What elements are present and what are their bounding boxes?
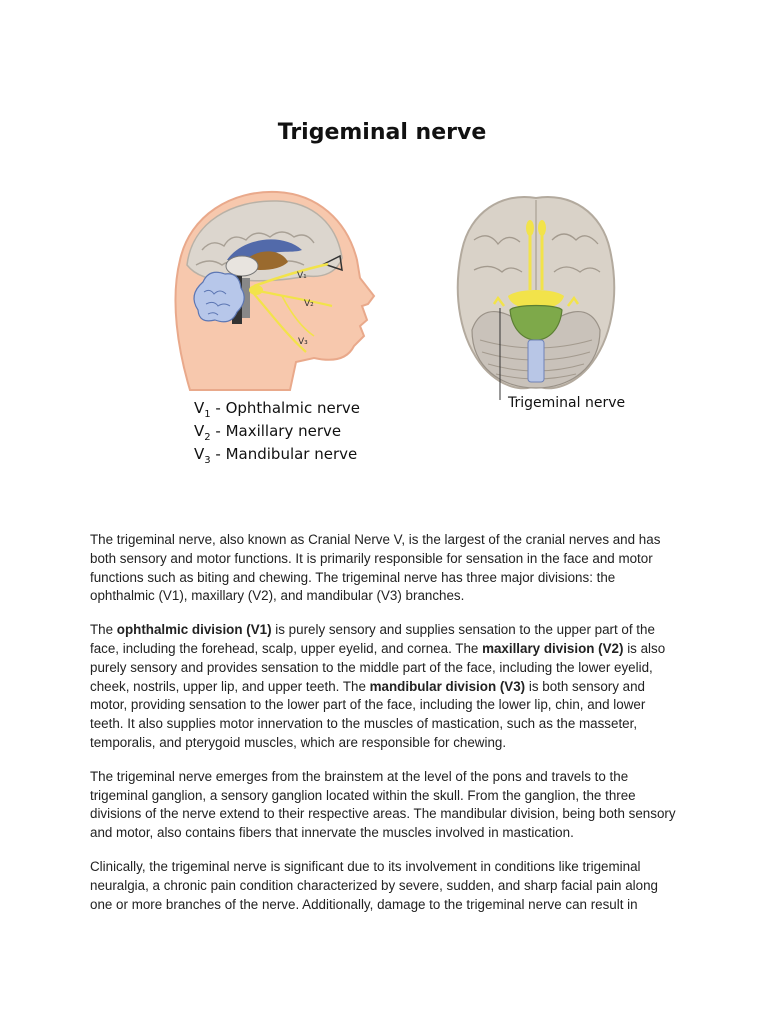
anatomy-illustration	[92, 100, 680, 498]
paragraph-clinical: Clinically, the trigeminal nerve is significant due to its involvement in conditions like trigeminal neuralgia, a chronic pain condition characterized by severe, sudden, and sharp facial pain along one or more branches of the nerve. Additionally, damage to the trigeminal nerve can result in	[90, 858, 658, 912]
v3-branch-label: V₃	[298, 337, 308, 347]
v2-branch-label: V₂	[304, 299, 314, 309]
term-mandibular: mandibular division (V3)	[369, 678, 526, 694]
inferior-brain-illustration	[458, 197, 614, 400]
sagittal-head-illustration	[175, 192, 374, 390]
legend-item-v2: $V_2$ - Maxillary nerve	[194, 422, 342, 443]
term-maxillary: maxillary division (V2)	[482, 640, 624, 656]
trigeminal-callout-label: Trigeminal nerve	[508, 395, 626, 411]
trigeminal-nerve-figure	[92, 100, 680, 498]
figure-title: Trigeminal nerve	[277, 120, 487, 145]
paragraph-intro: The trigeminal nerve, also known as Cranial Nerve V, is the largest of the cranial nerves and has both sensory and motor functions. It is primarily responsible for sensation in the face and motor functions such as biting and chewing. The trigeminal nerve has three major divisions: the ophthalmic (V1), maxillary (V2), and mandibular (V3) branches.	[90, 532, 661, 604]
paragraph-divisions: The ophthalmic division (V1) is purely sensory and supplies sensation to the upper part of the face, including the forehead, scalp, upper eyelid, and cornea. The maxillary division (V2) is also purely sensory and provides sensation to the middle part of the face, including the lower eyelid, cheek, nostrils, upper lip, and upper teeth. The mandibular division (V3) is both sensory and motor, providing sensation to the lower part of the face, including the lower lip, chin, and lower teeth. It also supplies motor innervation to the muscles of mastication, such as the masseter, temporalis, and pterygoid muscles, which are responsible for chewing.	[90, 622, 666, 750]
legend-item-v3: $V_3$ - Mandibular nerve	[194, 445, 358, 466]
division-legend	[194, 400, 360, 469]
v1-branch-label: V₁	[297, 271, 307, 281]
paragraph-course: The trigeminal nerve emerges from the brainstem at the level of the pons and travels to the trigeminal ganglion, a sensory ganglion located within the skull. From the ganglion, the three divisions of the nerve extend to their respective areas. The mandibular division, being both sensory and motor, also contains fibers that innervate the muscles involved in mastication.	[90, 768, 676, 841]
article-body	[90, 531, 678, 929]
term-ophthalmic: ophthalmic division (V1)	[116, 622, 272, 638]
legend-item-v1: $V_1$ - Ophthalmic nerve	[194, 399, 360, 420]
